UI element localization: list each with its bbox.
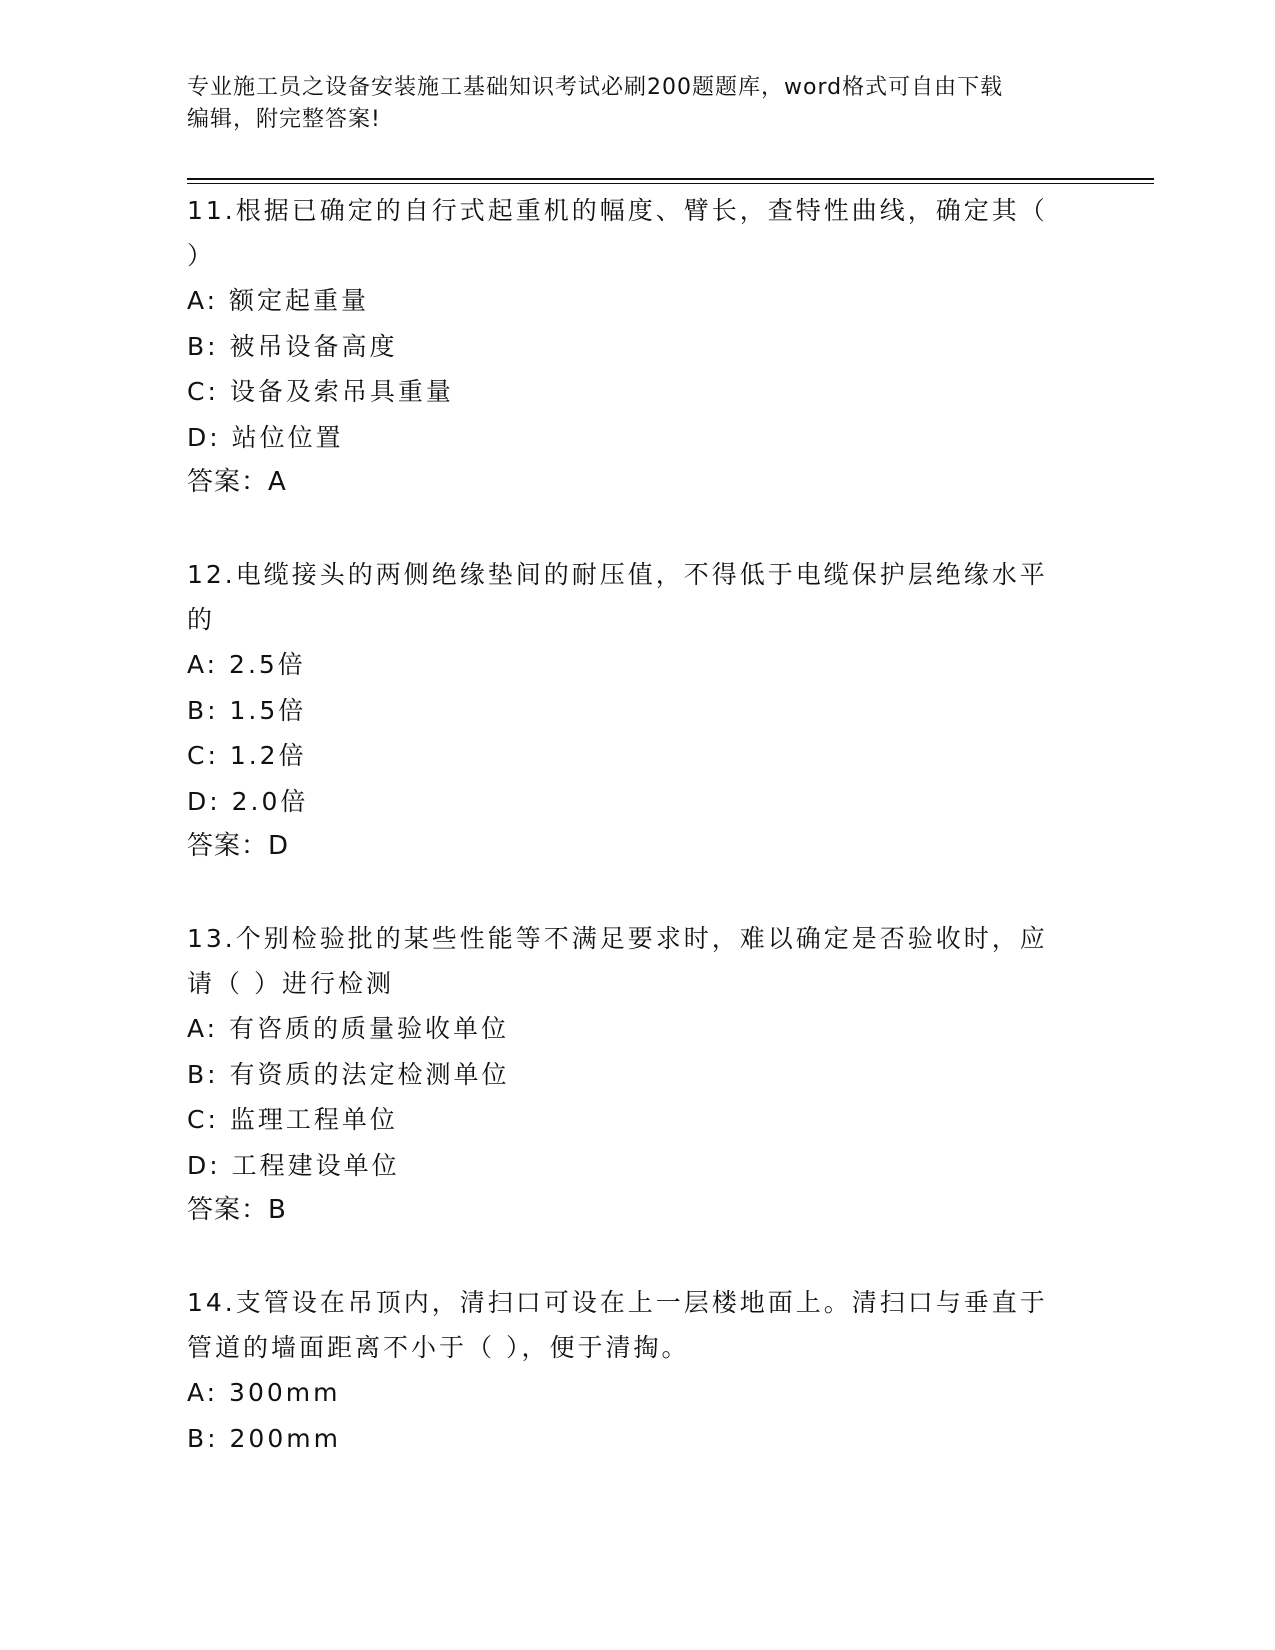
header-divider-thin bbox=[187, 183, 1154, 184]
header-title-line-1: 专业施工员之设备安装施工基础知识考试必刷200题题库，word格式可自由下载 bbox=[187, 75, 1004, 100]
option-a: A: 2.5倍 bbox=[187, 650, 306, 679]
option-a: A: 300mm bbox=[187, 1378, 341, 1407]
option-a: A: 有咨质的质量验收单位 bbox=[187, 1014, 510, 1043]
question-text-continued: ） bbox=[187, 241, 216, 270]
question-11 bbox=[187, 188, 1087, 505]
option-b: B: 200mm bbox=[187, 1423, 341, 1453]
option-c: C: 设备及索吊具重量 bbox=[187, 377, 454, 406]
question-text-continued: 的 bbox=[187, 605, 216, 634]
header-title-line-2: 编辑，附完整答案! bbox=[187, 107, 381, 132]
answer: 答案：B bbox=[187, 1195, 287, 1225]
answer: 答案：D bbox=[187, 831, 290, 861]
question-text: 12.电缆接头的两侧绝缘垫间的耐压值，不得低于电缆保护层绝缘水平 bbox=[187, 560, 1048, 589]
question-text: 13.个别检验批的某些性能等不满足要求时，难以确定是否验收时，应 bbox=[187, 924, 1048, 953]
question-text-continued: 管道的墙面距离不小于（ ），便于清掏。 bbox=[187, 1333, 690, 1362]
option-c: C: 监理工程单位 bbox=[187, 1105, 398, 1134]
option-b: B: 有资质的法定检测单位 bbox=[187, 1059, 510, 1089]
answer: 答案：A bbox=[187, 467, 287, 497]
question-text: 11.根据已确定的自行式起重机的幅度、臂长，查特性曲线，确定其（ bbox=[187, 196, 1048, 225]
document-header bbox=[187, 72, 1087, 136]
option-c: C: 1.2倍 bbox=[187, 741, 307, 770]
question-14 bbox=[187, 1280, 1087, 1461]
option-d: D: 工程建设单位 bbox=[187, 1150, 400, 1180]
option-b: B: 被吊设备高度 bbox=[187, 331, 398, 361]
option-d: D: 站位位置 bbox=[187, 422, 344, 452]
header-divider-thick bbox=[187, 178, 1154, 180]
option-d: D: 2.0倍 bbox=[187, 786, 309, 816]
question-list bbox=[187, 188, 1087, 1508]
option-a: A: 额定起重量 bbox=[187, 286, 370, 315]
question-text-continued: 请（ ）进行检测 bbox=[187, 969, 394, 998]
question-12 bbox=[187, 552, 1087, 869]
question-text: 14.支管设在吊顶内，清扫口可设在上一层楼地面上。清扫口与垂直于 bbox=[187, 1288, 1048, 1317]
option-b: B: 1.5倍 bbox=[187, 695, 307, 725]
question-13 bbox=[187, 916, 1087, 1233]
